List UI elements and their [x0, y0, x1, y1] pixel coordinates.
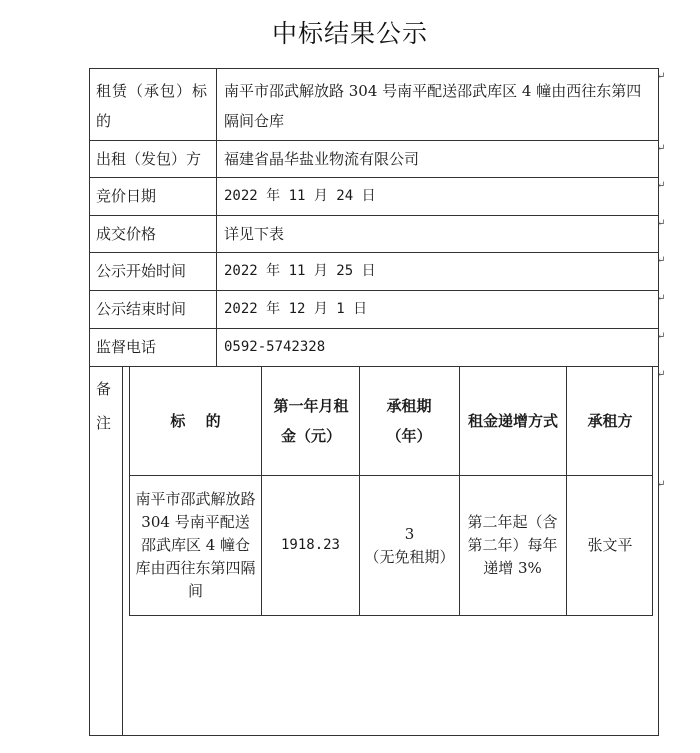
value-deal-price: 详见下表 [224, 225, 285, 243]
value-hotline: 0592-5742328 [224, 339, 326, 355]
header-lessee: 承租方 [587, 412, 633, 430]
page-title: 中标结果公示 [271, 19, 428, 48]
detail-column-divider [459, 366, 460, 616]
row-divider [89, 140, 659, 141]
paragraph-mark: ↵ [657, 218, 666, 229]
value-notice-end: 2022 年 12 月 1 日 [224, 301, 368, 317]
label-remarks: 备注 [96, 380, 112, 432]
label-bid-date: 竞价日期 [96, 187, 157, 205]
paragraph-mark: ↵ [657, 143, 666, 154]
remarks-column-divider [122, 366, 123, 736]
header-lease-term: 承租期（年） [386, 397, 432, 445]
header-monthly-rent: 第一年月租金（元） [273, 397, 349, 445]
cell-lease-term [360, 476, 459, 615]
row-divider [89, 328, 659, 329]
label-column-divider [216, 68, 217, 366]
value-bid-date: 2022 年 11 月 24 日 [224, 188, 376, 204]
paragraph-mark: ↵ [657, 71, 666, 82]
row-divider [89, 215, 659, 216]
header-increase: 租金递增方式 [467, 412, 558, 430]
paragraph-mark: ↵ [657, 479, 666, 490]
paragraph-mark: ↵ [657, 180, 666, 191]
label-lease-target: 租赁（承包）标的 [96, 82, 209, 130]
label-notice-end: 公示结束时间 [96, 300, 187, 318]
cell-lessee: 张文平 [587, 536, 633, 554]
value-lessor: 福建省晶华盐业物流有限公司 [224, 150, 420, 168]
cell-monthly-rent: 1918.23 [280, 537, 340, 553]
label-lessor: 出租（发包）方 [96, 150, 202, 168]
label-notice-start: 公示开始时间 [96, 262, 187, 280]
row-divider [89, 252, 659, 253]
row-divider [89, 290, 659, 291]
paragraph-mark: ↵ [657, 293, 666, 304]
cell-target: 南平市邵武解放路 304 号南平配送邵武库区 4 幢仓库由西往东第四隔间 [135, 490, 256, 600]
label-hotline: 监督电话 [96, 338, 157, 356]
paragraph-mark: ↵ [657, 369, 666, 380]
paragraph-mark: ↵ [657, 331, 666, 342]
lease-term-note: （无免租期） [364, 547, 455, 566]
value-lease-target: 南平市邵武解放路 304 号南平配送邵武库区 4 幢由西往东第四隔间仓库 [224, 82, 642, 130]
row-divider [89, 177, 659, 178]
paragraph-mark: ↵ [657, 255, 666, 266]
lease-term-years: 3 [404, 524, 415, 543]
header-target: 标 的 [170, 412, 221, 430]
cell-increase: 第二年起（含第二年）每年递增 3% [467, 513, 558, 577]
value-notice-start: 2022 年 11 月 25 日 [224, 263, 376, 279]
label-deal-price: 成交价格 [96, 225, 157, 243]
